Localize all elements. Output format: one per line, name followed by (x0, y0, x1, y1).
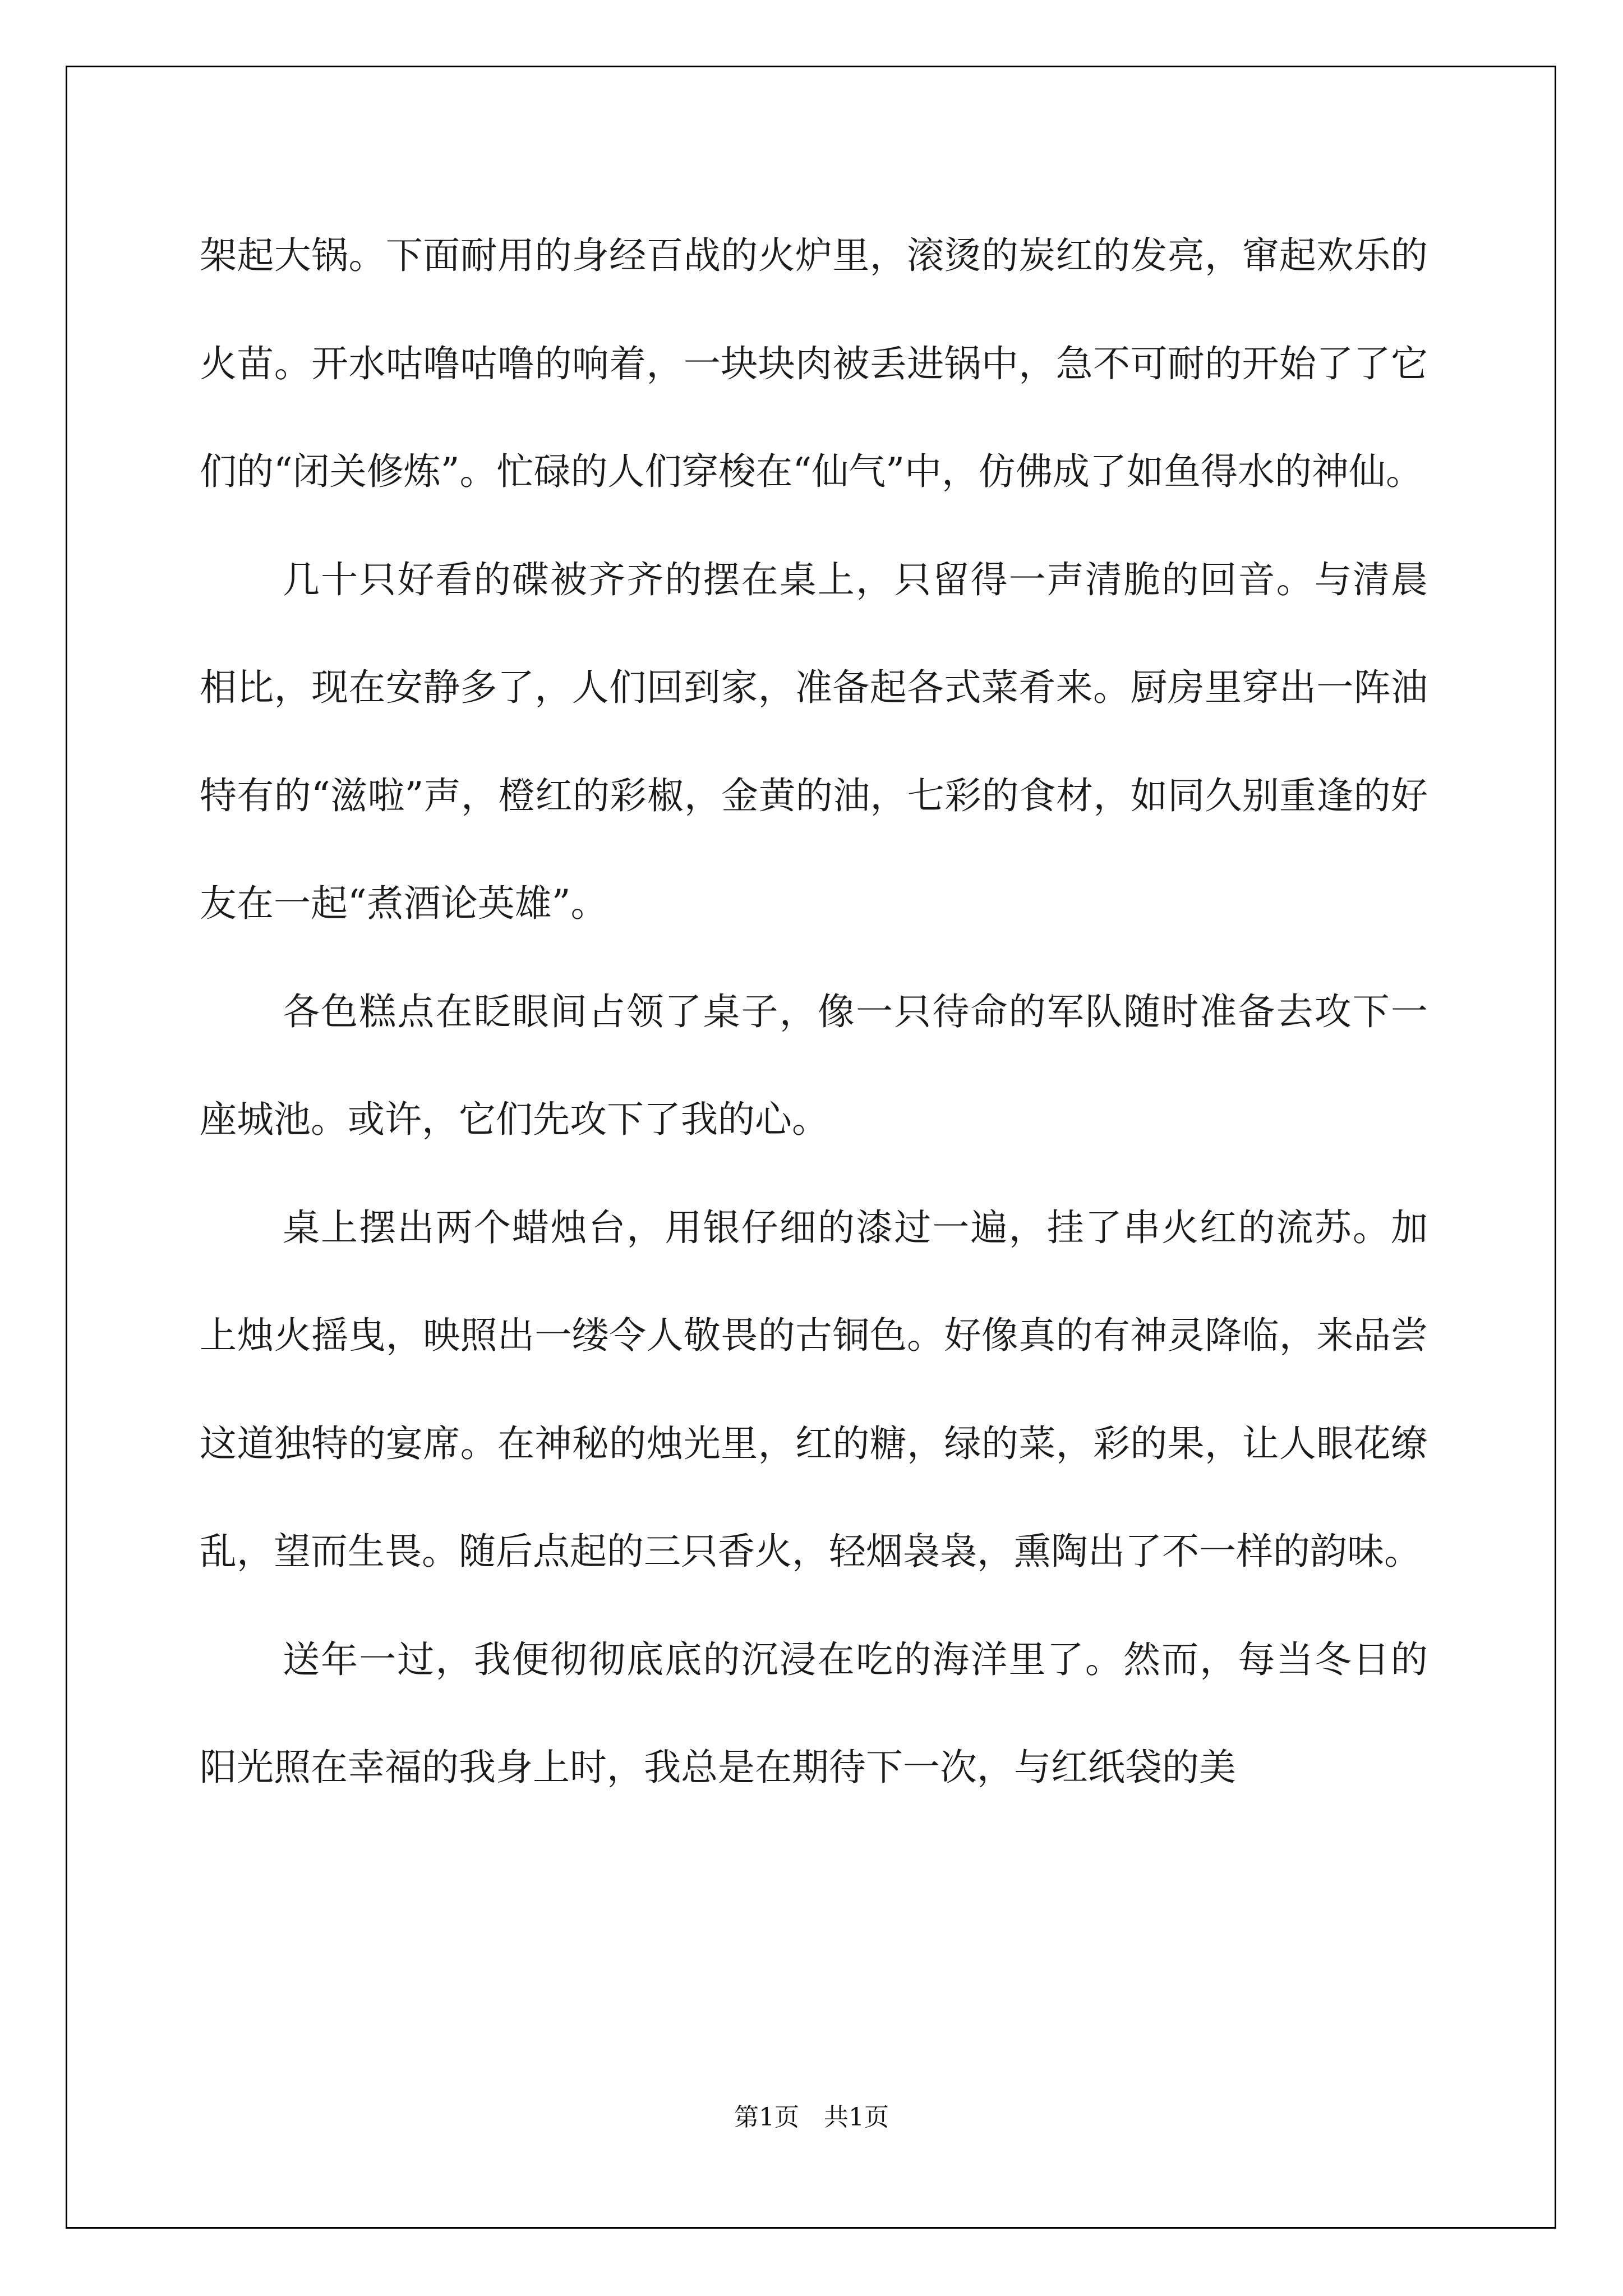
paragraph-3: 各色糕点在眨眼间占领了桌子，像一只待命的军队随时准备去攻下一座城池。或许，它们先攻下了我的心。 (200, 990, 1428, 1141)
paragraph-1: 架起大锅。下面耐用的身经百战的火炉里，滚烫的炭红的发亮，窜起欢乐的火苗。开水咕噜咕噜的响着，一块块肉被丢进锅中，急不可耐的开始了了它们的“闭关修炼”。忙碌的人们穿梭在“仙气”中，仿佛成了如鱼得水的神仙。 (200, 234, 1428, 493)
paragraph-5: 送年一过，我便彻彻底底的沉浸在吃的海洋里了。然而，每当冬日的阳光照在幸福的我身上时，我总是在期待下一次，与红纸袋的美 (200, 1637, 1428, 1789)
page-number-footer: 第1页 共1页 (734, 2103, 889, 2132)
document-body (200, 202, 1428, 1822)
paragraph-2: 几十只好看的碟被齐齐的摆在桌上，只留得一声清脆的回音。与清晨相比，现在安静多了，人们回到家，准备起各式菜肴来。厨房里穿出一阵油特有的“滋啦”声，橙红的彩椒，金黄的油，七彩的食材，如同久别重逢的好友在一起“煮酒论英雄”。 (200, 558, 1428, 925)
paragraph-4: 桌上摆出两个蜡烛台，用银仔细的漆过一遍，挂了串火红的流苏。加上烛火摇曳，映照出一缕令人敬畏的古铜色。好像真的有神灵降临，来品尝这道独特的宴席。在神秘的烛光里，红的糖，绿的菜，彩的果，让人眼花缭乱，望而生畏。随后点起的三只香火，轻烟袅袅，熏陶出了不一样的韵味。 (200, 1205, 1428, 1573)
